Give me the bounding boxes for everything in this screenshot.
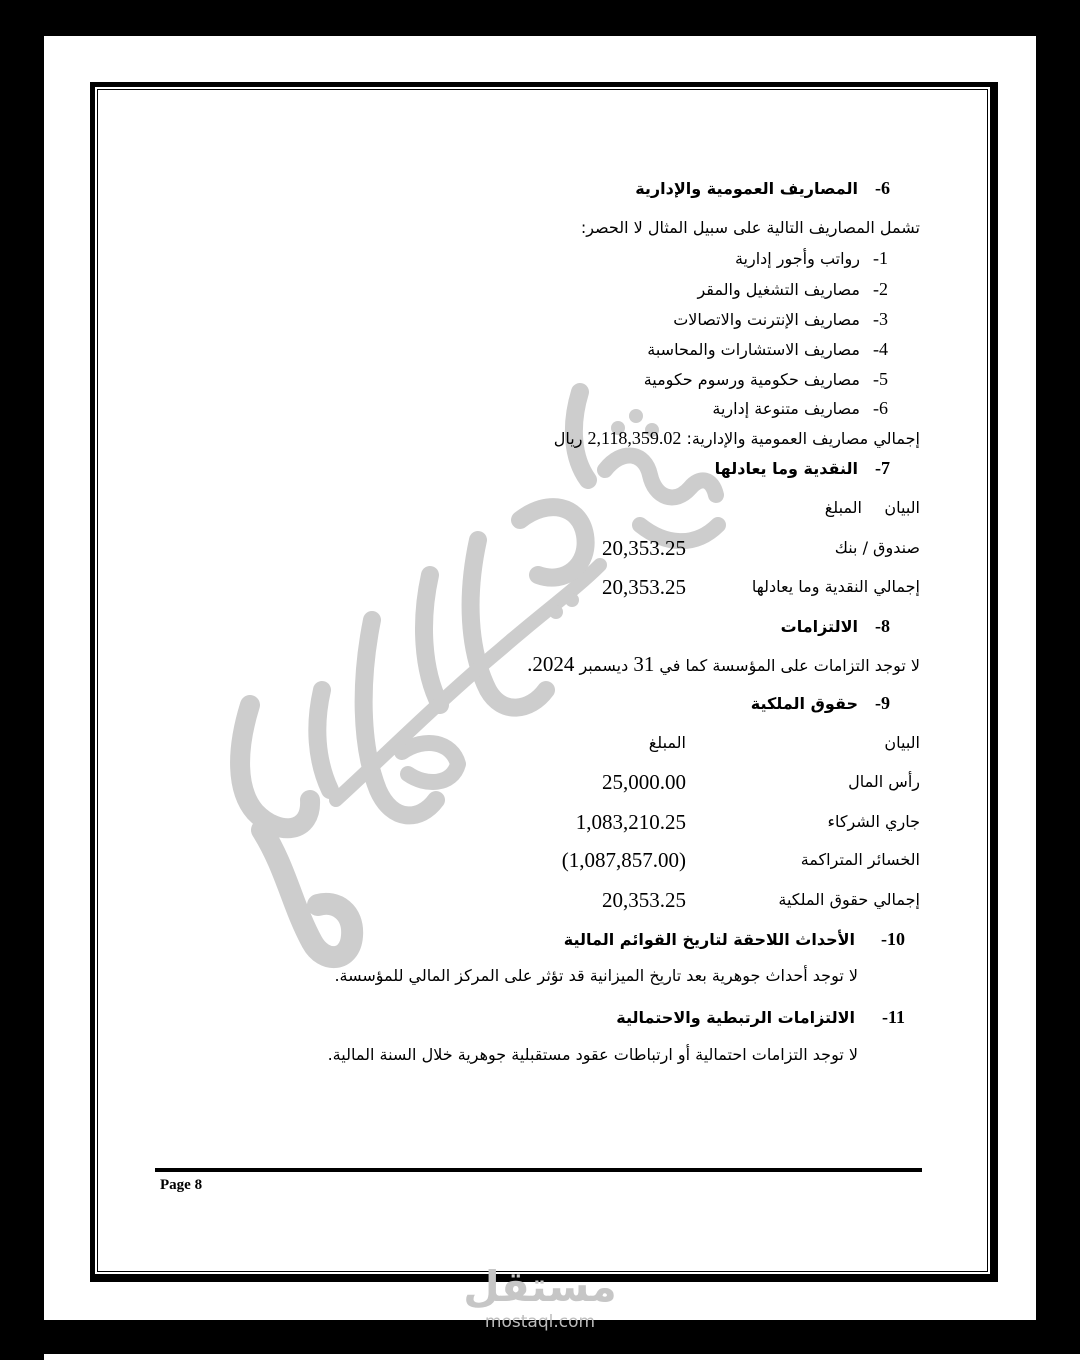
row-amount: 1,083,210.25 <box>575 810 686 834</box>
list-item-number: 5- <box>873 369 888 389</box>
statement-text: لا توجد التزامات على المؤسسة كما في <box>659 656 920 675</box>
table-header <box>0 730 1080 756</box>
column-header-amount: المبلغ <box>648 733 686 752</box>
list-item-number: 3- <box>873 309 888 329</box>
section-8-text <box>527 652 920 678</box>
mostaql-logo-watermark: مستقل <box>463 1262 617 1311</box>
section-6-heading <box>635 176 890 201</box>
section-10-text: لا توجد أحداث جوهرية بعد تاريخ الميزانية قد تؤثر على المركز المالي للمؤسسة. <box>334 966 858 985</box>
table-row <box>0 847 1080 873</box>
list-item-number: 2- <box>873 279 888 299</box>
table-header <box>0 495 1080 521</box>
list-item-text: مصاريف الاستشارات والمحاسبة <box>647 340 860 359</box>
row-amount: 25,000.00 <box>602 770 686 794</box>
row-label: إجمالي حقوق الملكية <box>778 890 920 909</box>
column-header-description: البيان <box>884 733 920 752</box>
list-item <box>735 246 888 271</box>
section-6-intro: تشمل المصاريف التالية على سبيل المثال لا الحصر: <box>580 218 920 237</box>
page-number: Page 8 <box>160 1177 203 1193</box>
date-day: 31 <box>633 652 655 676</box>
section-7-heading <box>715 456 890 481</box>
list-item <box>673 307 888 332</box>
total-label: إجمالي مصاريف العمومية والإدارية: <box>686 429 920 448</box>
section-title: حقوق الملكية <box>750 694 858 713</box>
list-item-number: 1- <box>873 248 888 268</box>
section-number: 7- <box>875 458 890 478</box>
row-label: رأس المال <box>848 772 920 791</box>
section-title: النقدية وما يعادلها <box>714 459 858 478</box>
section-10-heading <box>564 927 905 952</box>
row-amount: 20,353.25 <box>602 888 686 912</box>
section-title: الأحداث اللاحقة لتاريخ القوائم المالية <box>563 930 855 949</box>
list-item-text: مصاريف الإنترنت والاتصالات <box>673 310 860 329</box>
section-title: الالتزامات <box>780 617 858 636</box>
currency-label: ريال <box>553 429 583 448</box>
list-item <box>712 396 888 421</box>
list-item <box>644 367 888 392</box>
section-number: 10- <box>881 929 905 949</box>
list-item-text: مصاريف التشغيل والمقر <box>697 280 860 299</box>
table-total-row <box>0 574 1080 600</box>
list-item-number: 4- <box>873 339 888 359</box>
section-11-text: لا توجد التزامات احتمالية أو ارتباطات عقود مستقبلية جوهرية خلال السنة المالية. <box>327 1045 858 1064</box>
list-item-text: مصاريف متنوعة إدارية <box>712 399 860 418</box>
section-number: 11- <box>881 1007 905 1027</box>
total-amount: 2,118,359.02 <box>587 428 682 448</box>
footer-divider <box>155 1168 922 1172</box>
row-amount: 20,353.25 <box>602 536 686 560</box>
column-header-description: البيان <box>884 498 920 517</box>
table-total-row <box>0 887 1080 913</box>
date-month: ديسمبر <box>579 656 629 675</box>
list-item-text: رواتب وأجور إدارية <box>734 249 860 268</box>
section-number: 6- <box>875 178 890 198</box>
row-label: الخسائر المتراكمة <box>800 850 920 869</box>
list-item-number: 6- <box>873 398 888 418</box>
row-label: صندوق / بنك <box>834 538 920 557</box>
date-year: 2024. <box>527 652 575 676</box>
list-item <box>697 277 888 302</box>
table-row <box>0 535 1080 561</box>
section-8-heading <box>781 614 890 639</box>
section-6-total <box>554 426 920 451</box>
row-label: جاري الشركاء <box>827 812 920 831</box>
table-row <box>0 809 1080 835</box>
row-amount: (1,087,857.00) <box>561 848 686 872</box>
table-row <box>0 769 1080 795</box>
column-header-amount: المبلغ <box>824 498 862 517</box>
section-9-heading <box>751 691 890 716</box>
section-11-heading <box>616 1005 905 1030</box>
row-label: إجمالي النقدية وما يعادلها <box>751 577 920 596</box>
section-title: الالتزامات الرتبطية والاحتمالية <box>616 1008 855 1027</box>
list-item-text: مصاريف حكومية ورسوم حكومية <box>643 370 860 389</box>
section-number: 9- <box>875 693 890 713</box>
section-number: 8- <box>875 616 890 636</box>
list-item <box>647 337 888 362</box>
section-title: المصاريف العمومية والإدارية <box>635 179 858 198</box>
mostaql-url-watermark: mostaql.com <box>484 1312 596 1332</box>
row-amount: 20,353.25 <box>602 575 686 599</box>
